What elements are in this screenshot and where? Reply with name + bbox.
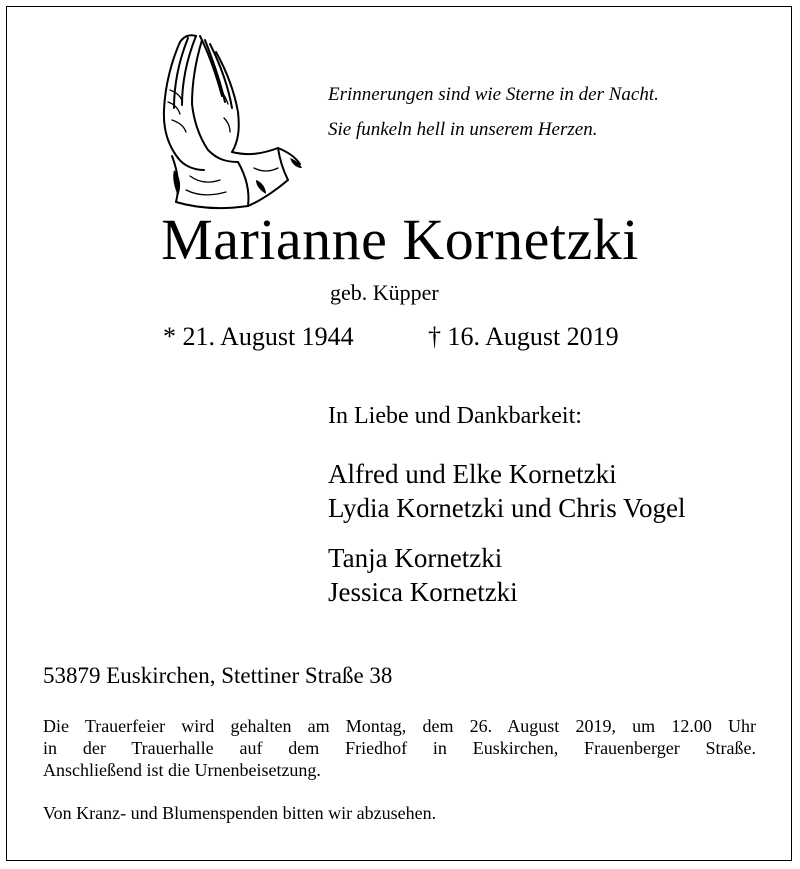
mourners-group-1 bbox=[328, 457, 685, 525]
mourners-intro: In Liebe und Dankbarkeit: bbox=[328, 403, 582, 429]
mourner-name: Alfred und Elke Kornetzki bbox=[328, 459, 617, 489]
death-date: † 16. August 2019 bbox=[428, 322, 619, 351]
address: 53879 Euskirchen, Stettiner Straße 38 bbox=[43, 663, 393, 688]
ceremony-line: Anschließend ist die Urnenbeisetzung. bbox=[43, 760, 321, 780]
mourner-name: Jessica Kornetzki bbox=[328, 577, 518, 607]
birth-name: geb. Küpper bbox=[330, 280, 439, 305]
donation-note: Von Kranz- und Blumenspenden bitten wir abzusehen. bbox=[43, 803, 437, 823]
quote-line-2: Sie funkeln hell in unserem Herzen. bbox=[328, 119, 598, 140]
birth-date: * 21. August 1944 bbox=[163, 322, 354, 351]
mourner-name: Lydia Kornetzki und Chris Vogel bbox=[328, 493, 686, 523]
ceremony-line: Die Trauerfeier wird gehalten am Montag, dem 26. August 2019, um 12.00 Uhr bbox=[43, 716, 756, 736]
mourners-group-2 bbox=[328, 541, 518, 609]
quote-line-1: Erinnerungen sind wie Sterne in der Nacht. bbox=[328, 84, 659, 105]
ceremony-text bbox=[43, 715, 756, 781]
praying-hands-icon bbox=[150, 30, 305, 215]
mourner-name: Tanja Kornetzki bbox=[328, 543, 503, 573]
ceremony-line: in der Trauerhalle auf dem Friedhof in Euskirchen, Frauenberger Straße. bbox=[43, 738, 756, 758]
deceased-name: Marianne Kornetzki bbox=[161, 207, 639, 272]
